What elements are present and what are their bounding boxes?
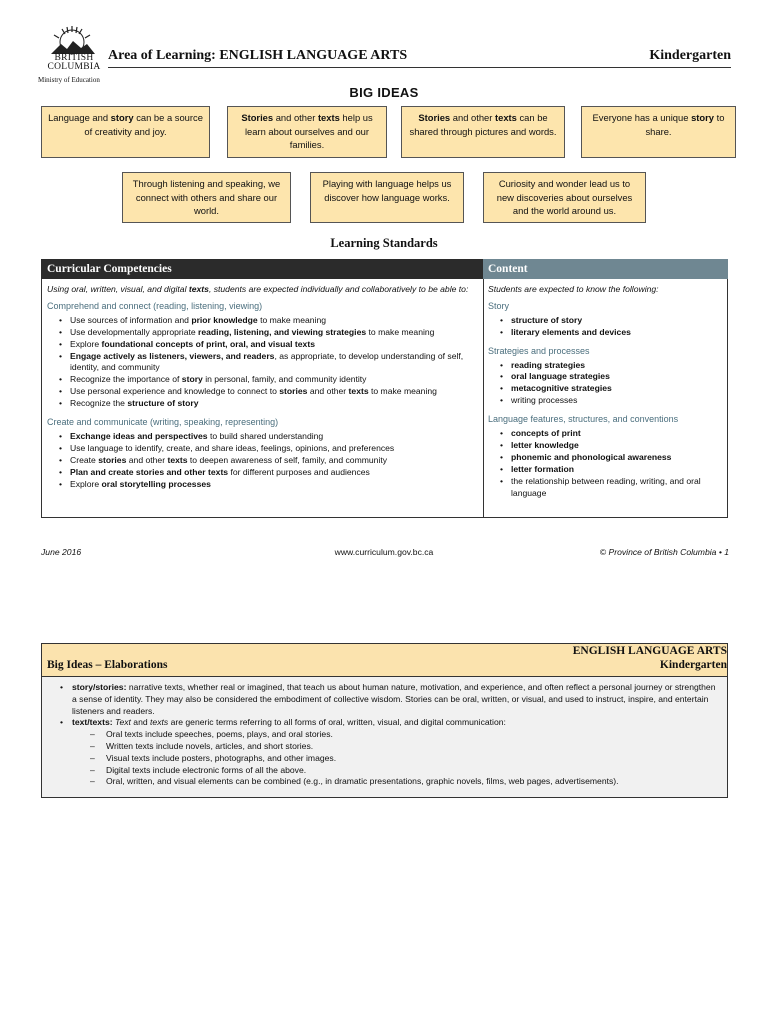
list-item: • Plan and create stories and other texts for different purposes and audiences [47, 467, 477, 479]
big-idea-card: Playing with language helps us discover how language works. [310, 172, 464, 223]
list-item: – Digital texts include electronic forms of all the above. [72, 765, 722, 777]
footer-date: June 2016 [41, 547, 82, 557]
list-item: • Explore oral storytelling processes [47, 479, 477, 491]
list-item: • Use language to identify, create, and share ideas, feelings, opinions, and preferences [47, 443, 477, 455]
grade-label: Kindergarten [649, 48, 731, 63]
list-item: • Exchange ideas and perspectives to build shared understanding [47, 431, 477, 443]
area-of-learning-title: Area of Learning: ENGLISH LANGUAGE ARTS [108, 48, 408, 63]
competency-subheading: Comprehend and connect (reading, listening, viewing) [47, 300, 263, 311]
competency-subheading: Create and communicate (writing, speaking, representing) [47, 417, 279, 428]
footer-copyright: © Province of British Columbia • 1 [599, 547, 729, 557]
content-list [488, 315, 724, 339]
competency-list [47, 431, 477, 491]
content-list [488, 428, 724, 499]
big-idea-card: Everyone has a unique story to share. [581, 106, 736, 158]
list-item: • letter formation [488, 464, 724, 476]
elaborations-title: Big Ideas – Elaborations [47, 659, 168, 671]
elaboration-list [52, 682, 722, 788]
content-column [488, 284, 724, 500]
list-item: – Visual texts include posters, photographs, and other images. [72, 753, 722, 765]
logo-text: BRITISH COLUMBIA [47, 53, 101, 72]
big-idea-card: Through listening and speaking, we connect with others and share our world. [122, 172, 291, 223]
competency-list [47, 315, 477, 410]
big-idea-card: Language and story can be a source of creativity and joy. [41, 106, 210, 158]
list-item: • concepts of print [488, 428, 724, 440]
content-intro: Students are expected to know the following: [488, 284, 659, 294]
content-list [488, 360, 724, 408]
content-header: Content [483, 259, 728, 279]
content-subheading: Story [488, 300, 510, 311]
big-idea-card: Stories and other texts help us learn about ourselves and our families. [227, 106, 387, 158]
list-item: • letter knowledge [488, 440, 724, 452]
list-item: • literary elements and devices [488, 327, 724, 339]
list-item: • story/stories: narrative texts, whether real or imagined, that teach us about human nature, motivation, and experience, and often reflect a personal journey or strengthen a sense of identity. They may also be considered the embodiment of collective wisdom. Stories can be oral, written, or visual, and used to instruct, inspire, and entertain listeners and readers. [52, 682, 722, 717]
column-divider [483, 279, 484, 518]
big-idea-card: Curiosity and wonder lead us to new discoveries about ourselves and the world around us. [483, 172, 646, 223]
list-item: – Oral texts include speeches, poems, plays, and oral stories. [72, 729, 722, 741]
elaborations-subject: ENGLISH LANGUAGE ARTS [572, 645, 727, 657]
competencies-intro: Using oral, written, visual, and digital texts, students are expected individually and collaboratively to be able to: [47, 284, 469, 294]
ministry-label: Ministry of Education [38, 76, 100, 84]
list-item: • Use sources of information and prior knowledge to make meaning [47, 315, 477, 327]
list-item: • writing processes [488, 395, 724, 407]
elaborations-grade: Kindergarten [659, 659, 727, 671]
list-item: – Written texts include novels, articles, and short stories. [72, 741, 722, 753]
list-item: • Recognize the structure of story [47, 398, 477, 410]
list-item: • Engage actively as listeners, viewers, and readers, as appropriate, to develop understanding of self, identity, and community [47, 351, 477, 375]
list-item: • Create stories and other texts to deepen awareness of self, family, and community [47, 455, 477, 467]
list-item: • oral language strategies [488, 371, 724, 383]
curricular-competencies-header: Curricular Competencies [41, 259, 483, 279]
elaborations-body [52, 682, 722, 788]
list-item: • the relationship between reading, writing, and oral language [488, 476, 724, 500]
big-ideas-title: BIG IDEAS [349, 85, 419, 100]
learning-standards-title: Learning Standards [330, 236, 438, 250]
list-item: • phonemic and phonological awareness [488, 452, 724, 464]
list-item: • Explore foundational concepts of print, oral, and visual texts [47, 339, 477, 351]
list-item: • reading strategies [488, 360, 724, 372]
competencies-column [47, 284, 477, 491]
list-item: • text/texts: Text and texts are generic terms referring to all forms of oral, written, visual, and digital communication: – Oral texts include speeches, poems, plays, and oral stories. – Written texts include novels, articles, and short stories. – Visual texts include posters, photographs, and other images. – Digital texts include electronic forms of all the above. – Oral, written, and visual elements can be combined (e.g., in dramatic presentations, graphic novels, films, web pages, advertisements). [52, 717, 722, 788]
list-item: • Use personal experience and knowledge to connect to stories and other texts to make meaning [47, 386, 477, 398]
list-item: • Recognize the importance of story in personal, family, and community identity [47, 374, 477, 386]
list-item: • Use developmentally appropriate reading, listening, and viewing strategies to make meaning [47, 327, 477, 339]
list-item: • structure of story [488, 315, 724, 327]
footer-url[interactable]: www.curriculum.gov.bc.ca [334, 547, 434, 557]
list-item: • metacognitive strategies [488, 383, 724, 395]
big-idea-card: Stories and other texts can be shared through pictures and words. [401, 106, 565, 158]
content-subheading: Language features, structures, and conventions [488, 414, 679, 425]
text-sublist [72, 729, 722, 788]
header-divider [108, 67, 731, 68]
content-subheading: Strategies and processes [488, 345, 590, 356]
list-item: – Oral, written, and visual elements can be combined (e.g., in dramatic presentations, graphic novels, films, web pages, advertisements). [72, 776, 722, 788]
